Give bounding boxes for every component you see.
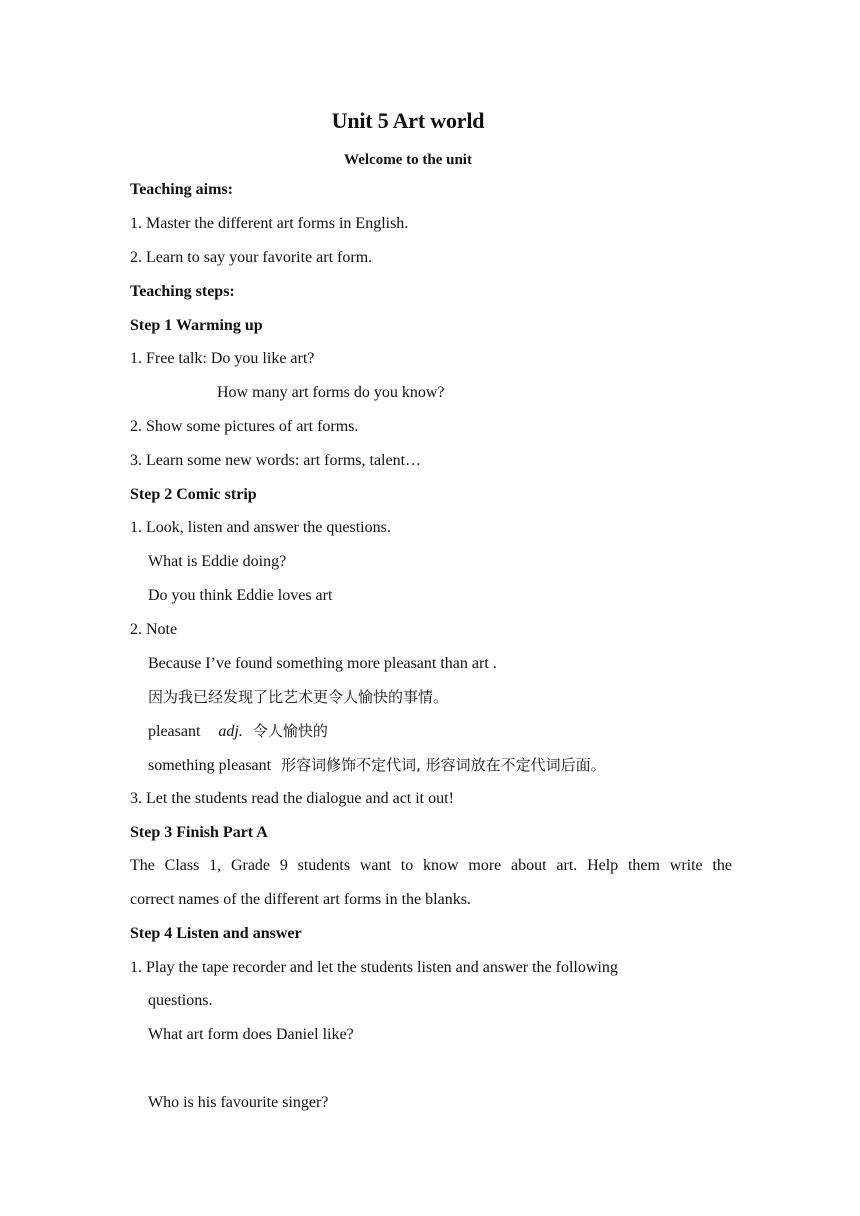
step2-line-8 xyxy=(148,755,606,776)
step4-line-3: What art form does Daniel like? xyxy=(148,1026,354,1043)
step1-line-2: How many art forms do you know? xyxy=(217,384,445,401)
step2-line-6: 因为我已经发现了比艺术更令人愉快的事情。 xyxy=(148,688,449,706)
teaching-steps-heading: Teaching steps: xyxy=(130,283,235,300)
step4-line-4: Who is his favourite singer? xyxy=(148,1094,329,1111)
step2-line-7 xyxy=(148,721,328,742)
step4-line-2: questions. xyxy=(148,992,213,1009)
step2-heading: Step 2 Comic strip xyxy=(130,486,257,503)
aim-1: 1. Master the different art forms in English. xyxy=(130,215,409,232)
step2-line-2: What is Eddie doing? xyxy=(148,553,287,570)
step2-line-9: 3. Let the students read the dialogue and act it out! xyxy=(130,790,454,807)
doc-subtitle: Welcome to the unit xyxy=(344,152,472,168)
aim-2: 2. Learn to say your favorite art form. xyxy=(130,249,373,266)
step1-line-4: 3. Learn some new words: art forms, talent… xyxy=(130,452,422,469)
step2-line-1: 1. Look, listen and answer the questions. xyxy=(130,519,391,536)
step2-line-4: 2. Note xyxy=(130,621,178,638)
step4-heading: Step 4 Listen and answer xyxy=(130,925,302,942)
vocab-word: pleasant xyxy=(148,723,201,740)
vocab-pos: adj. xyxy=(218,723,243,740)
step3-line-2: correct names of the different art forms in the blanks. xyxy=(130,891,471,908)
step3-heading: Step 3 Finish Part A xyxy=(130,824,268,841)
step2-line-5: Because I’ve found something more pleasant than art . xyxy=(148,655,497,672)
step2-line-3: Do you think Eddie loves art xyxy=(148,587,333,604)
vocab-meaning: 令人愉快的 xyxy=(252,722,328,740)
doc-title: Unit 5 Art world xyxy=(331,108,485,133)
step1-line-1: 1. Free talk: Do you like art? xyxy=(130,350,315,367)
grammar-phrase: something pleasant xyxy=(148,757,272,774)
step3-line-1: The Class 1, Grade 9 students want to know more about art. Help them write the xyxy=(130,857,732,874)
step1-heading: Step 1 Warming up xyxy=(130,317,263,334)
grammar-note: 形容词修饰不定代词, 形容词放在不定代词后面。 xyxy=(281,756,606,774)
step4-line-1: 1. Play the tape recorder and let the students listen and answer the following xyxy=(130,959,618,976)
teaching-aims-heading: Teaching aims: xyxy=(130,181,233,198)
step1-line-3: 2. Show some pictures of art forms. xyxy=(130,418,359,435)
